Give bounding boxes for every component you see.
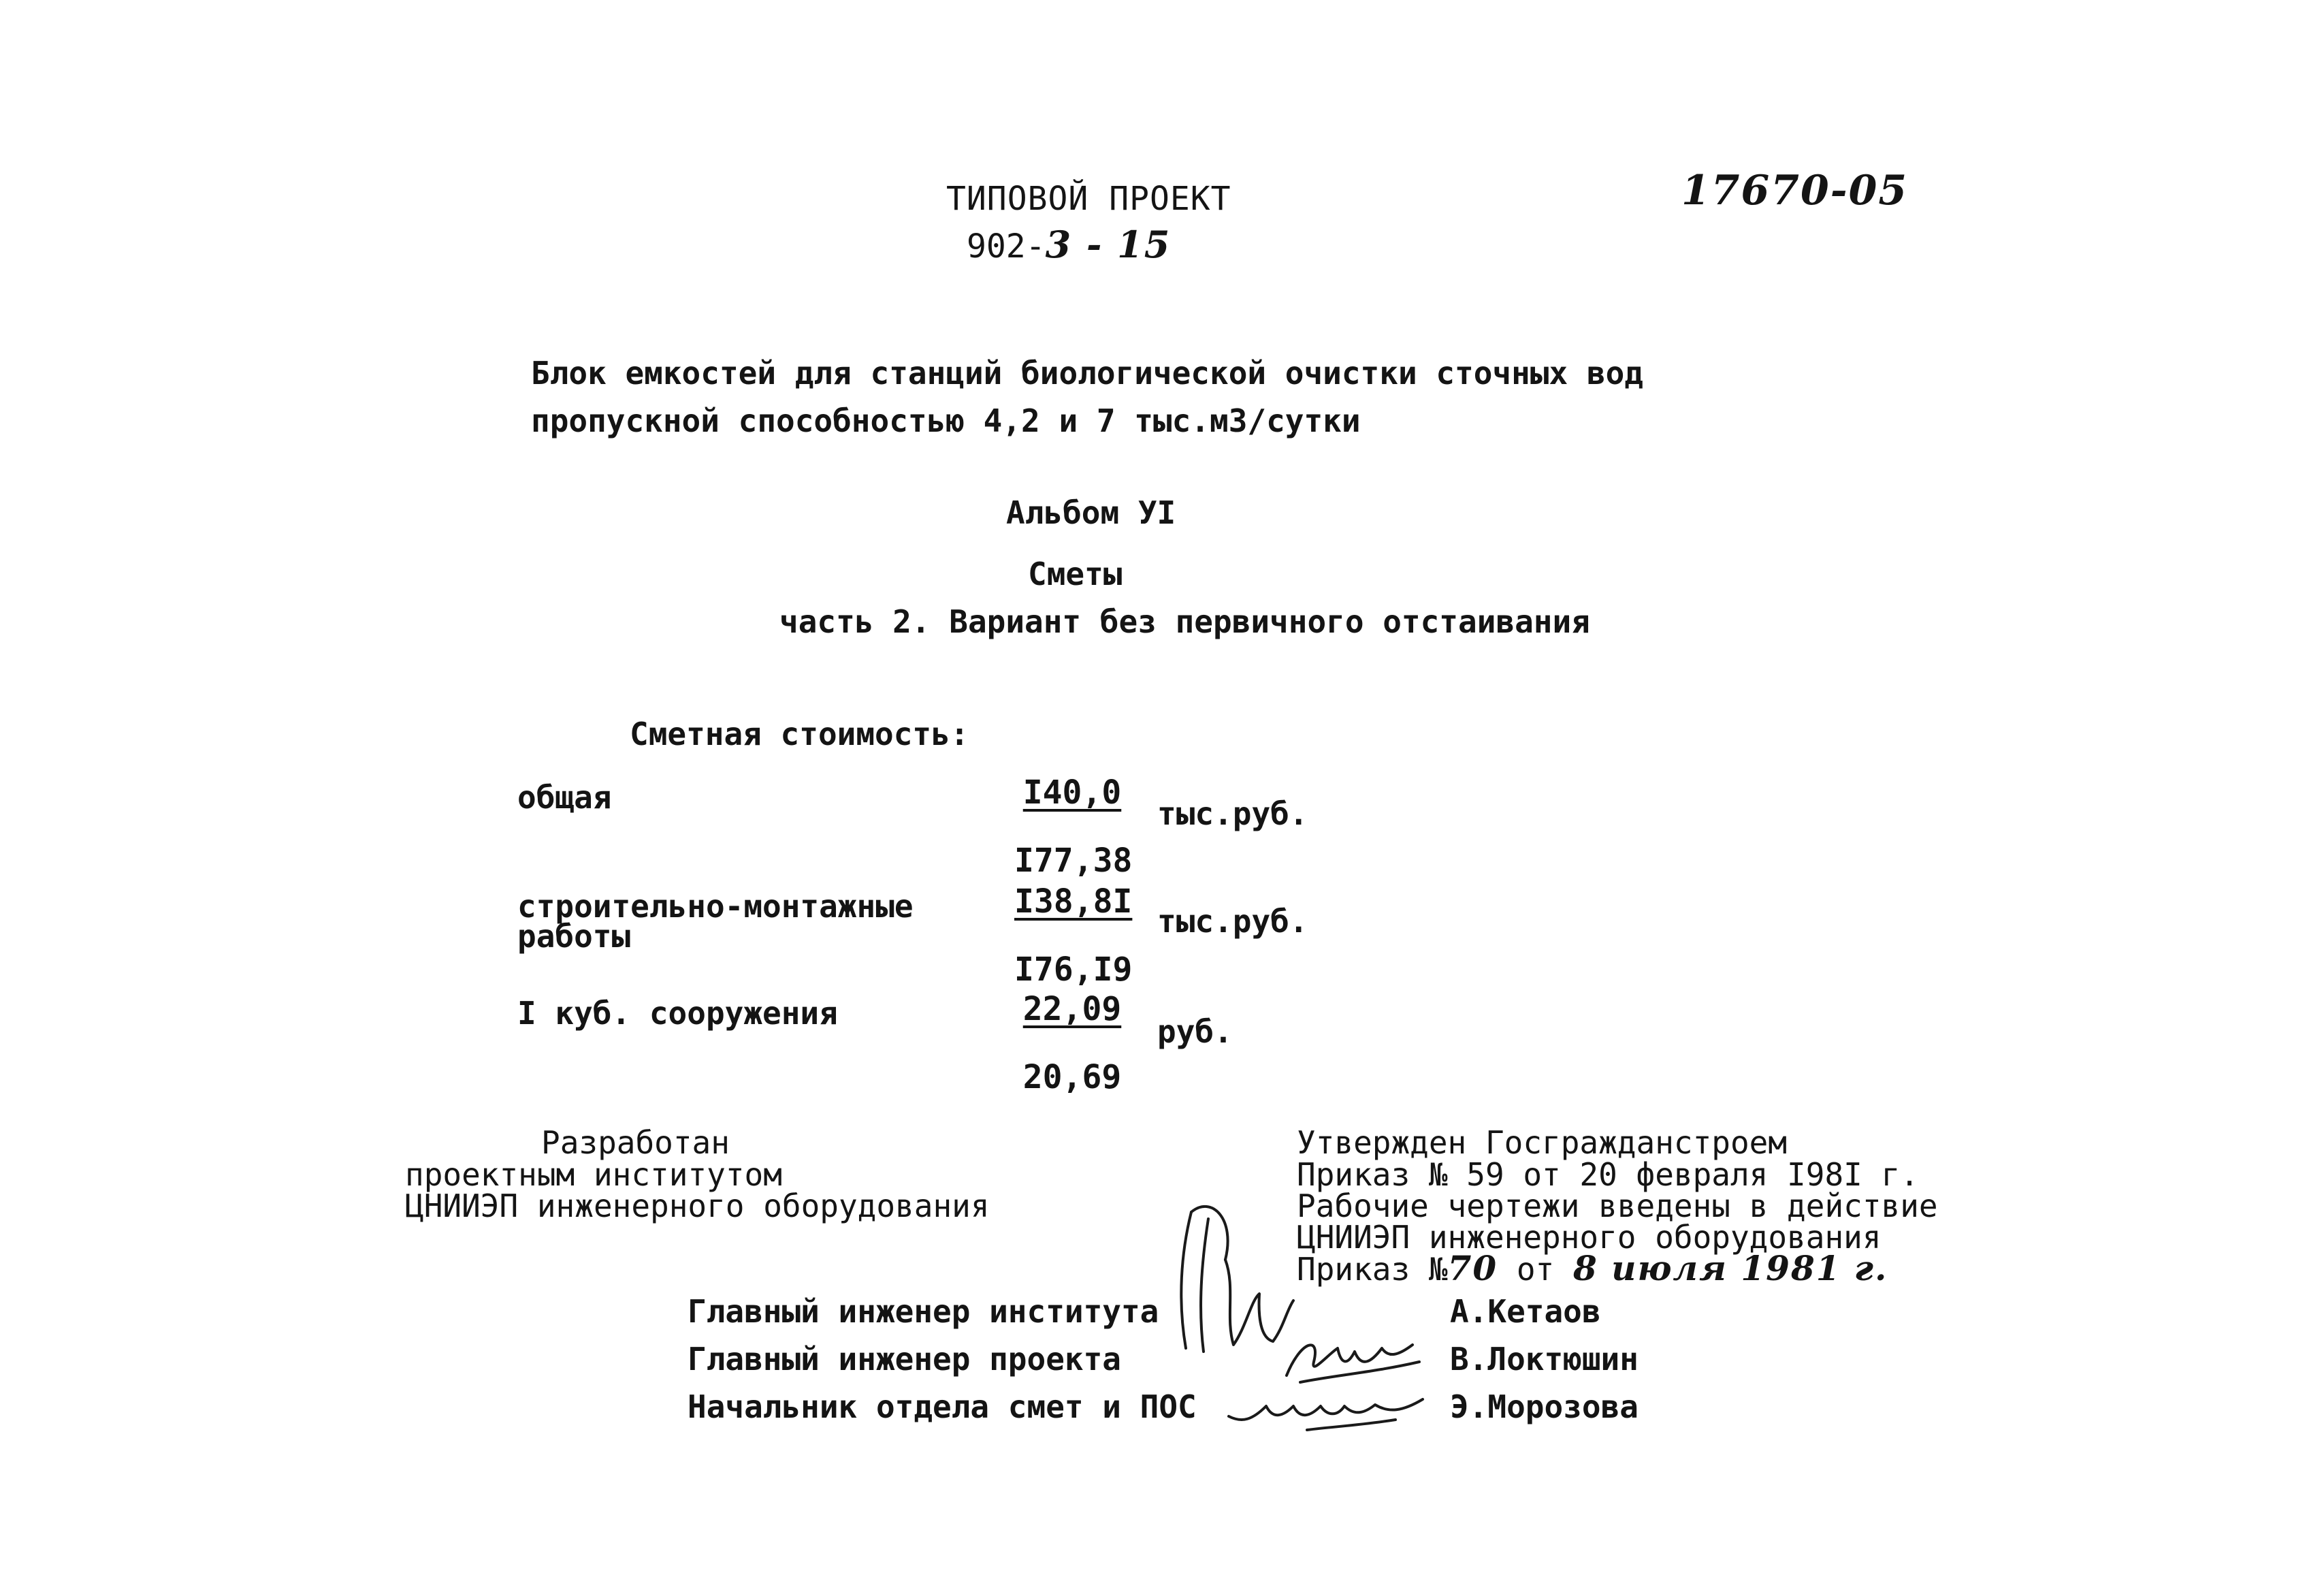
signatory-name: Э.Морозова	[1450, 1388, 1639, 1425]
cost-row-label: общая	[517, 779, 612, 816]
cost-construction-denominator: I76,I9	[1014, 951, 1133, 989]
typical-project-label: ТИПОВОЙ ПРОЕКТ	[946, 180, 1231, 218]
signatory-name: А.Кетаов	[1450, 1293, 1601, 1330]
cost-per-cube-numerator: 22,09	[1022, 990, 1122, 1028]
order-date-handwritten: 8 июля 1981 г.	[1572, 1248, 1888, 1288]
cost-total-unit: тыс.руб.	[1157, 795, 1308, 832]
developed-line-3: ЦНИИЭП инженерного оборудования	[405, 1188, 990, 1224]
signatory-position: Главный инженер проекта	[688, 1341, 1121, 1377]
cost-total-numerator: I40,0	[1022, 774, 1122, 812]
project-number	[967, 223, 1172, 266]
cost-per-cube-denominator: 20,69	[1022, 1058, 1122, 1096]
cost-heading: Сметная стоимость:	[630, 716, 969, 752]
developed-line-2: проектным институтом	[405, 1156, 782, 1193]
project-number-prefix: 902-	[967, 227, 1046, 266]
signature-chief-engineer-project	[1273, 1328, 1436, 1389]
signatory-position: Начальник отдела смет и ПОС	[688, 1388, 1197, 1425]
title-line-2: пропускной способностью 4,2 и 7 тыс.м3/сутки	[531, 402, 1361, 439]
approved-line-3: Рабочие чертежи введены в действие	[1297, 1188, 1938, 1224]
order-number-handwritten: 70	[1447, 1248, 1498, 1288]
cost-total-denominator: I77,38	[1014, 842, 1133, 880]
archive-number: 17670-05	[1681, 167, 1909, 214]
approved-line-1: Утвержден Госгражданстроем	[1297, 1124, 1788, 1161]
developed-line-1: Разработан	[541, 1124, 730, 1161]
cost-row-label-continued: работы	[517, 918, 631, 955]
part-label: часть 2. Вариант без первичного отстаивания	[779, 603, 1590, 640]
cost-row-label: строительно-монтажные	[517, 888, 914, 925]
title-line-1: Блок емкостей для станций биологической очистки сточных вод	[531, 355, 1643, 392]
order-mid: от	[1498, 1251, 1573, 1288]
order-prefix: Приказ №	[1297, 1251, 1448, 1288]
signatory-position: Главный инженер института	[688, 1293, 1159, 1330]
approved-line-4: ЦНИИЭП инженерного оборудования	[1297, 1219, 1882, 1256]
cost-construction-unit: тыс.руб.	[1157, 903, 1308, 940]
cost-per-cube-fraction	[1014, 990, 1130, 1129]
cost-per-cube-unit: руб.	[1157, 1013, 1233, 1050]
signature-head-estimates-department	[1225, 1386, 1430, 1440]
project-number-handwritten: 3 - 15	[1045, 223, 1172, 266]
signatory-name: В.Локтюшин	[1450, 1341, 1639, 1377]
approved-line-5	[1297, 1248, 1888, 1288]
album-label: Альбом УI	[1006, 494, 1176, 531]
cost-construction-numerator: I38,8I	[1014, 882, 1133, 921]
approved-line-2: Приказ № 59 от 20 февраля I98I г.	[1297, 1156, 1919, 1193]
section-label: Сметы	[1028, 556, 1123, 592]
cost-row-label: I куб. сооружения	[517, 995, 838, 1032]
